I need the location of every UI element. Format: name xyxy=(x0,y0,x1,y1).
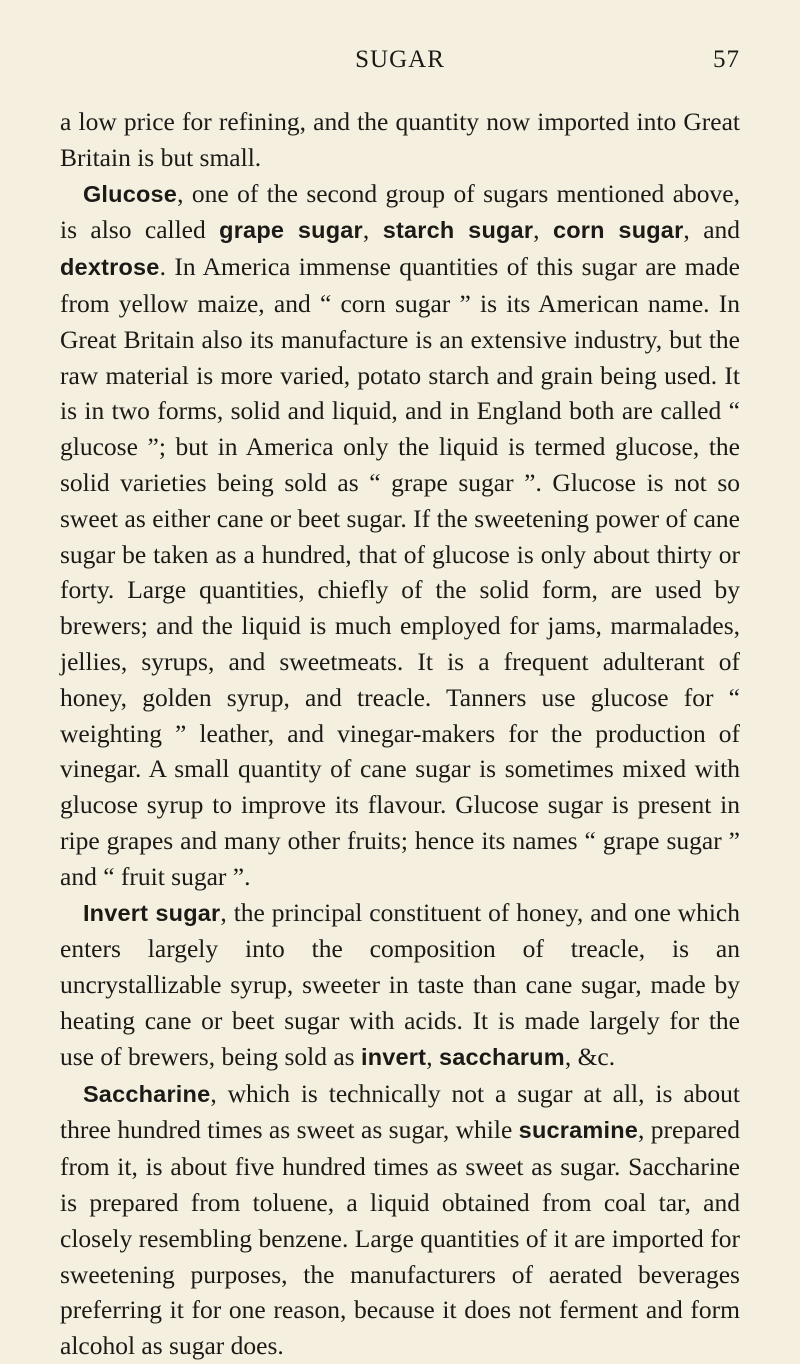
term-saccharine: Saccharine xyxy=(82,1080,211,1107)
term-invert-sugar: Invert sugar xyxy=(82,899,221,926)
text-segment: , and xyxy=(683,215,741,245)
paragraph-glucose xyxy=(60,176,740,895)
text-segment: a low price for refining, and the quantity now imported into Great Britain is but small. xyxy=(60,107,740,172)
term-invert: invert xyxy=(360,1043,427,1070)
text-segment: , xyxy=(426,1041,439,1071)
paragraph-invert-sugar xyxy=(60,895,740,1076)
term-dextrose: dextrose xyxy=(60,254,160,281)
text-segment: , which is technically not a sugar at all, is about three hundred times as sweet as sugar, while xyxy=(60,1078,740,1145)
text-segment: . In America immense quantities of this sugar are made from yellow maize, and “ corn sugar ” is its American name. In Great Britain also its manufacture is an extensive industry, but the raw material is more varied, potato starch and grain being used. It is in two forms, solid and liquid, and in England both are called “ glucose ”; but in America only the liquid is termed glucose, the solid varieties being sold as “ grape sugar ”. Glucose is not so sweet as either cane or beet sugar. If the sweetening power of cane sugar be taken as a hundred, that of glucose is only about thirty or forty. Large quantities, chiefly of the solid form, are used by brewers; and the liquid is much employed for jams, marmalades, jellies, syrups, and sweetmeats. It is a frequent adulterant of honey, golden syrup, and treacle. Tanners use glucose for “ weighting ” leather, and vinegar-makers for the production of vinegar. A small quantity of cane sugar is sometimes mixed with glucose syrup to improve its flavour. Glucose sugar is present in ripe grapes and many other fruits; hence its names “ grape sugar ” and “ fruit sugar ”. xyxy=(60,252,740,891)
body-text xyxy=(60,104,740,1364)
text-segment: , prepared from it, is about five hundred times as sweet as sugar. Saccharine is prepared from toluene, a liquid obtained from coal tar, and closely resembling benzene. Large quantities of it are imported for sweetening purposes, the manufacturers of aerated beverages preferring it for one reason, because it does not ferment and form alcohol as sugar does. xyxy=(60,1115,740,1361)
term-glucose: Glucose xyxy=(82,180,178,207)
text-segment: , xyxy=(362,215,383,245)
term-sucramine: sucramine xyxy=(518,1117,639,1144)
page-number: 57 xyxy=(713,46,740,73)
term-grape-sugar: grape sugar xyxy=(219,217,363,244)
text-segment: , xyxy=(533,215,553,245)
text-segment: , one of the second group of sugars mentioned above, is also called xyxy=(60,178,740,245)
running-title: SUGAR xyxy=(355,46,445,73)
term-starch-sugar: starch sugar xyxy=(382,217,534,244)
term-saccharum: saccharum xyxy=(438,1043,565,1070)
text-segment: , &c. xyxy=(564,1041,616,1071)
running-head xyxy=(60,46,740,86)
term-corn-sugar: corn sugar xyxy=(552,217,684,244)
text-segment: , the principal constituent of honey, and one which enters largely into the composition of treacle, is an uncrystallizable syrup, sweeter in taste than cane sugar, made by heating cane or beet sugar with acids. It is made largely for the use of brewers, being sold as xyxy=(60,897,741,1071)
paragraph-saccharine xyxy=(60,1076,740,1364)
paragraph-continuation xyxy=(60,104,740,176)
